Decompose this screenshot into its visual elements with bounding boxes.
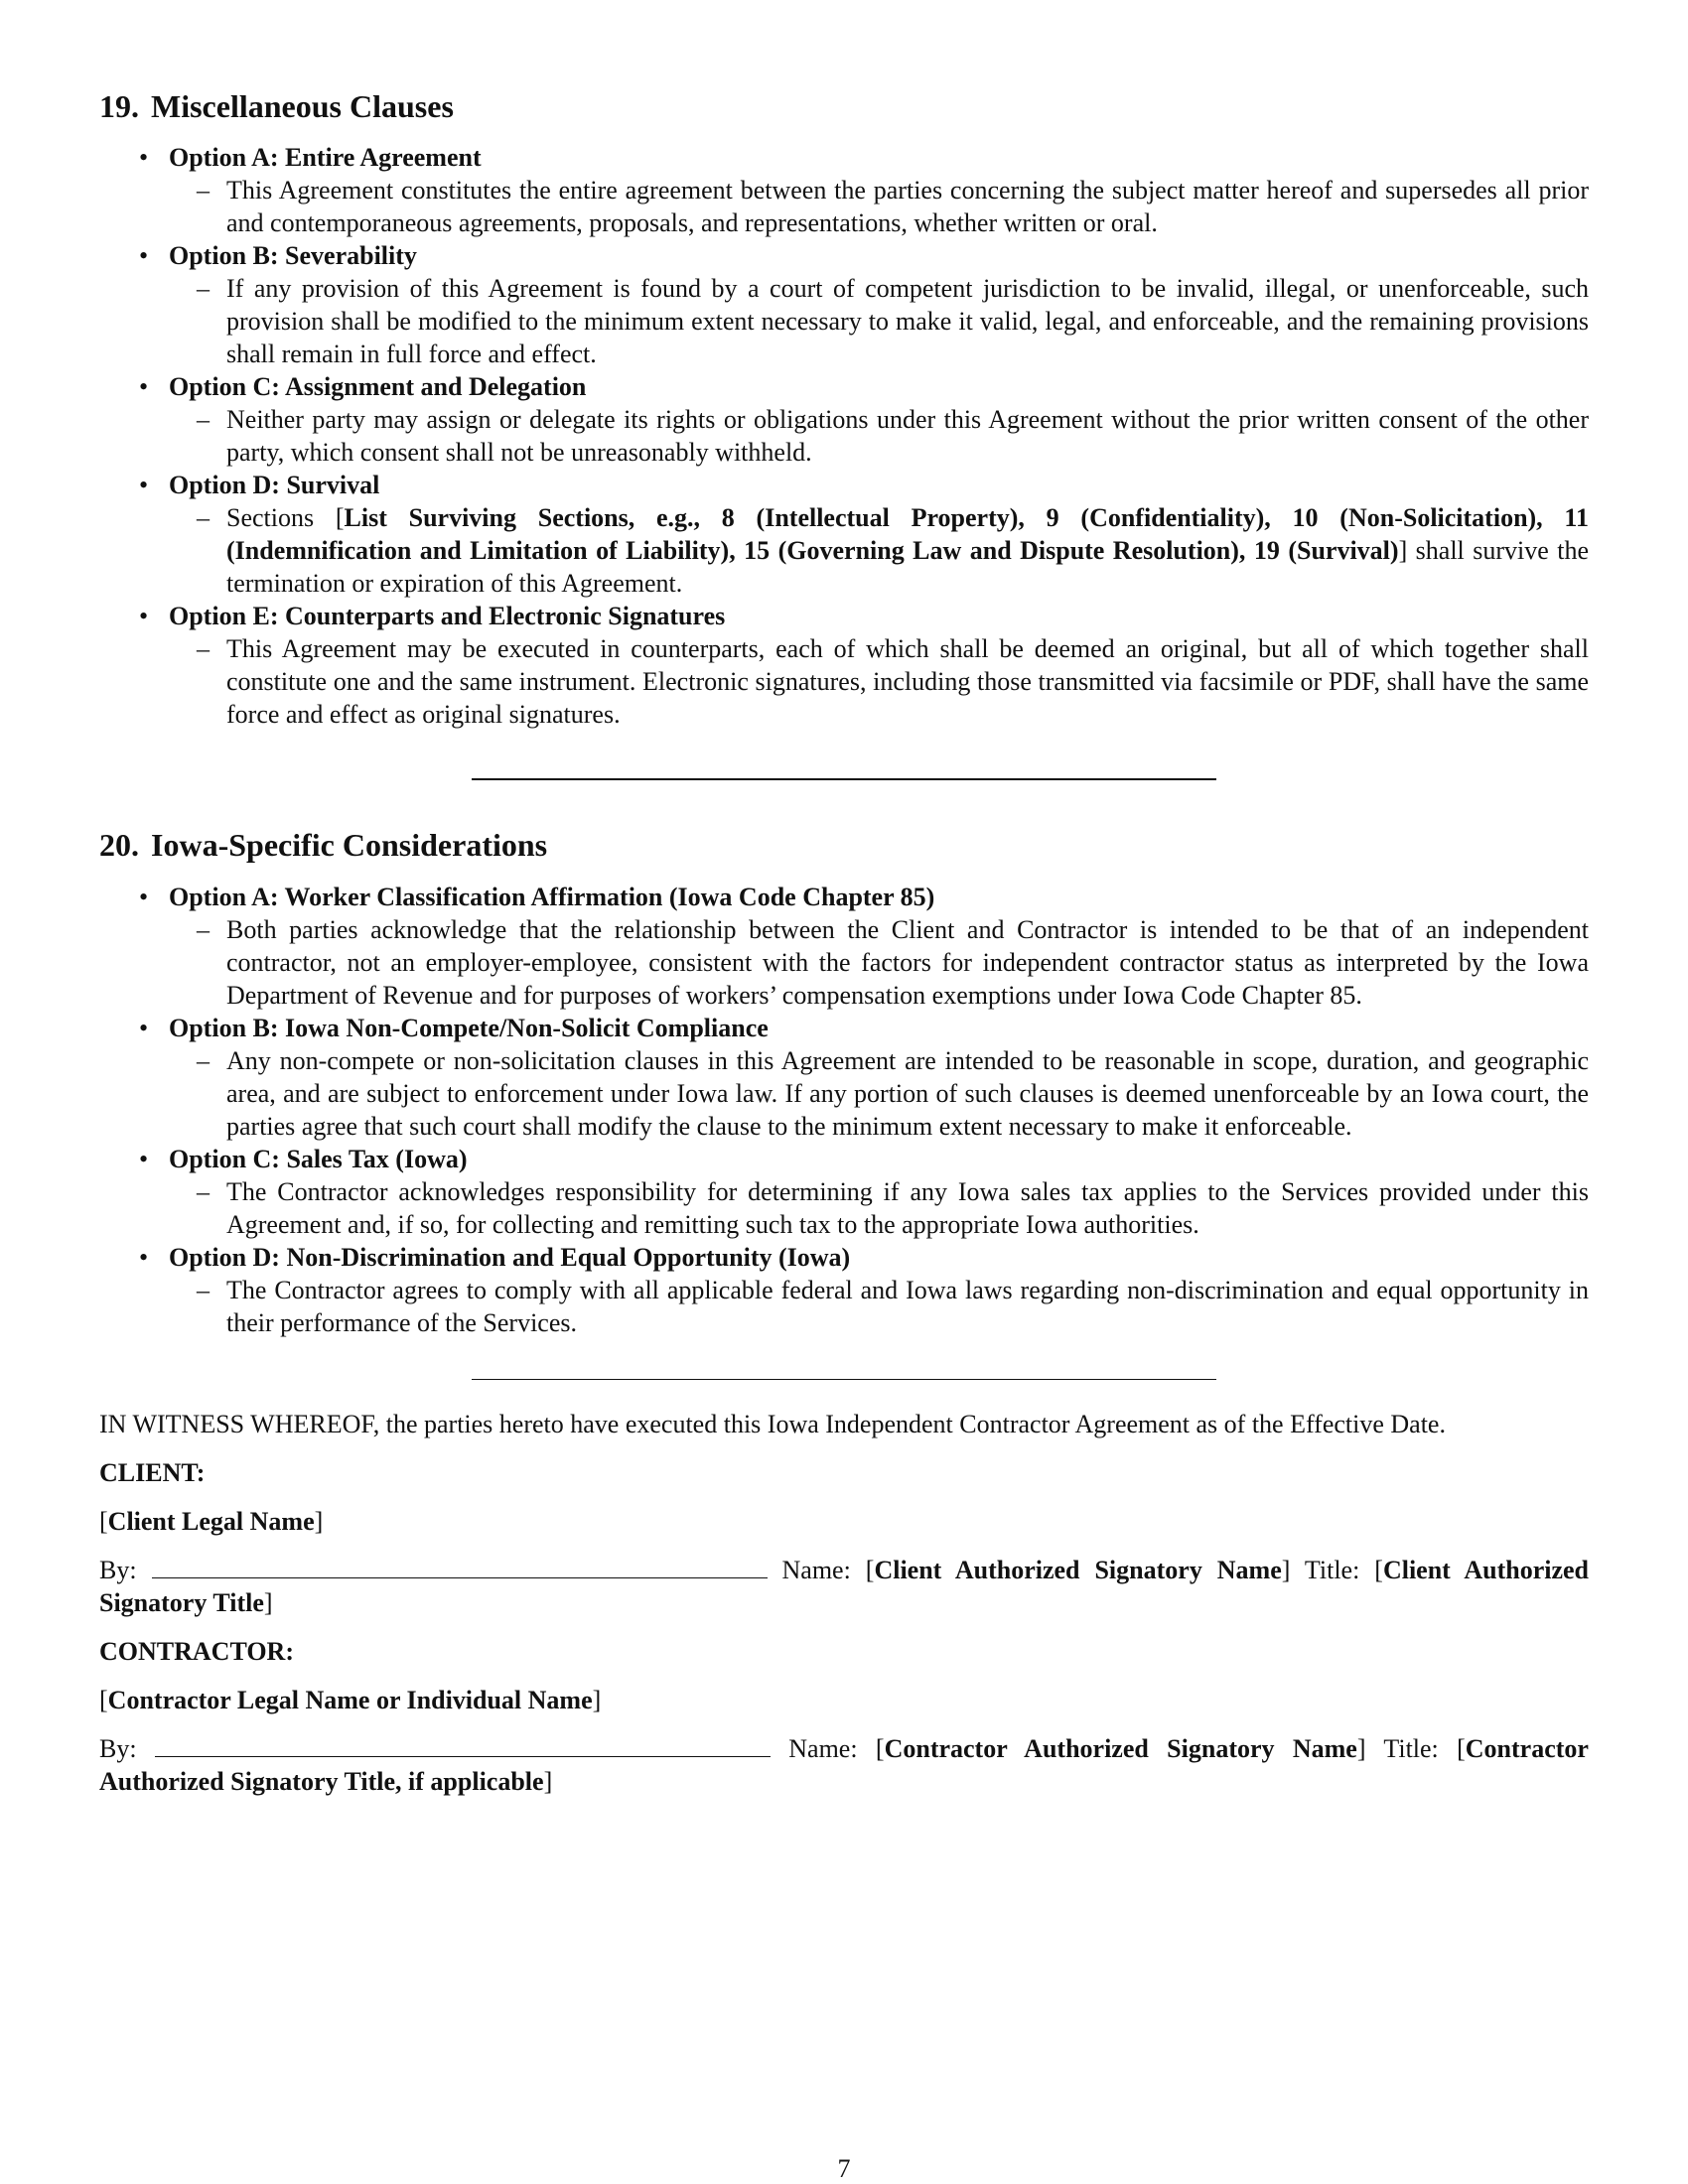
witness-statement: IN WITNESS WHEREOF, the parties hereto have executed this Iowa Independent Contractor Agreement as of the Effective Date. (99, 1409, 1446, 1438)
option-title: • Option D: Non-Discrimination and Equal Opportunity (Iowa) (169, 1242, 851, 1272)
option-title: • Option A: Entire Agreement (169, 143, 482, 173)
option-title: • Option C: Sales Tax (Iowa) (169, 1144, 468, 1173)
section-19-heading (99, 87, 1589, 125)
client-legal-name: [Client Legal Name] (99, 1506, 324, 1536)
section-divider (472, 778, 1216, 780)
name-label: Name: (788, 1733, 858, 1763)
option-text: – Both parties acknowledge that the relationship between the Client and Contractor is intended to be that of an independent contractor, not an employer-employee, consistent with the factors for independent contractor status as interpreted by the Iowa Department of Revenue and for purposes of workers’ compensation exemptions under Iowa Code Chapter 85. (197, 914, 1589, 1010)
option-text: – Neither party may assign or delegate its rights or obligations under this Agreement without the prior written consent of the other party, which consent shall not be unreasonably withheld. (197, 405, 1589, 468)
title-label: Title: (1383, 1733, 1439, 1763)
section-20-heading (99, 826, 1589, 864)
page-number: 7 (837, 2154, 851, 2183)
option-title: • Option B: Iowa Non-Compete/Non-Solicit Compliance (169, 1013, 769, 1042)
option-text: – Sections [List Surviving Sections, e.g., 8 (Intellectual Property), 9 (Confidentiality), 10 (Non-Solicitation), 11 (Indemnification and Limitation of Liability), 15 (Governing Law and Dispute Resolution), 19 (Survival)] shall survive the termination or expiration of this Agreement. (197, 503, 1590, 599)
list-item (99, 1241, 1589, 1339)
option-title: • Option A: Worker Classification Affirmation (Iowa Code Chapter 85) (169, 882, 935, 911)
client-signatory-title: Client Authorized Signatory Title (99, 1555, 1590, 1617)
option-text: – Any non-compete or non-solicitation clauses in this Agreement are intended to be reasonable in scope, duration, and geographic area, and are subject to enforcement under Iowa law. If any portion of such clauses is deemed unenforceable by an Iowa court, the parties agree that such court shall modify the clause to the minimum extent necessary to make it enforceable. (197, 1045, 1589, 1141)
list-item (99, 370, 1589, 469)
section-20-options (99, 881, 1589, 1339)
by-label: By: (99, 1555, 137, 1584)
title-label: Title: (1304, 1555, 1360, 1584)
surviving-sections-placeholder: List Surviving Sections, e.g., 8 (Intellectual Property), 9 (Confidentiality), 10 (Non-Solicitation), 11 (Indemnification and Limitation of Liability), 15 (Governing Law and Dispute Resolution), 19 (Survival) (226, 503, 1590, 566)
section-19-title: Miscellaneous Clauses (151, 88, 454, 124)
contractor-signatory-title: Contractor Authorized Signatory Title, if applicable (99, 1733, 1589, 1796)
option-text: – If any provision of this Agreement is found by a court of competent jurisdiction to be invalid, illegal, or unenforceable, such provision shall be modified to the minimum extent necessary to make it valid, legal, and enforceable, and the remaining provisions shall remain in full force and effect. (197, 274, 1589, 369)
list-item (99, 141, 1589, 239)
document-page (99, 87, 1589, 1798)
list-item (99, 1143, 1589, 1241)
option-text: – This Agreement constitutes the entire agreement between the parties concerning the subject matter hereof and supersedes all prior and contemporaneous agreements, proposals, and representations, whether written or oral. (197, 176, 1589, 238)
contractor-signature-field[interactable] (155, 1732, 771, 1757)
list-item (99, 469, 1589, 600)
signature-divider (472, 1379, 1216, 1380)
list-item (99, 1012, 1589, 1143)
list-item (99, 600, 1589, 731)
section-19-options (99, 141, 1589, 731)
client-label: CLIENT: (99, 1457, 206, 1487)
option-text: – The Contractor agrees to comply with all applicable federal and Iowa laws regarding non-discrimination and equal opportunity in their performance of the Services. (197, 1275, 1589, 1337)
option-text: – This Agreement may be executed in counterparts, each of which shall be deemed an original, but all of which together shall constitute one and the same instrument. Electronic signatures, including those transmitted via facsimile or PDF, shall have the same force and effect as original signatures. (197, 634, 1589, 730)
contractor-signature-line: By: Name: [Contractor Authorized Signatory Name] Title: [Contractor Authorized Signatory Title, if applicable] (99, 1733, 1589, 1796)
list-item (99, 881, 1589, 1012)
option-title: • Option C: Assignment and Delegation (169, 372, 587, 402)
option-text: – The Contractor acknowledges responsibility for determining if any Iowa sales tax applies to the Services provided under this Agreement and, if so, for collecting and remitting such tax to the appropriate Iowa authorities. (197, 1176, 1589, 1239)
option-title: • Option D: Survival (169, 471, 380, 500)
section-20-number: 20. (99, 827, 139, 864)
option-title: • Option E: Counterparts and Electronic Signatures (169, 602, 726, 631)
name-label: Name: (781, 1555, 851, 1584)
by-label: By: (99, 1733, 137, 1763)
section-20-title: Iowa-Specific Considerations (151, 827, 548, 864)
section-19-number: 19. (99, 88, 139, 124)
client-signatory-name: Client Authorized Signatory Name (874, 1555, 1282, 1584)
list-item (99, 239, 1589, 370)
option-title: • Option B: Severability (169, 241, 417, 271)
client-signature-line: By: Name: [Client Authorized Signatory Name] Title: [Client Authorized Signatory Title] (99, 1555, 1590, 1617)
contractor-legal-name: [Contractor Legal Name or Individual Name] (99, 1685, 602, 1714)
client-signature-field[interactable] (152, 1554, 768, 1578)
contractor-signatory-name: Contractor Authorized Signatory Name (884, 1733, 1357, 1763)
contractor-label: CONTRACTOR: (99, 1636, 294, 1666)
